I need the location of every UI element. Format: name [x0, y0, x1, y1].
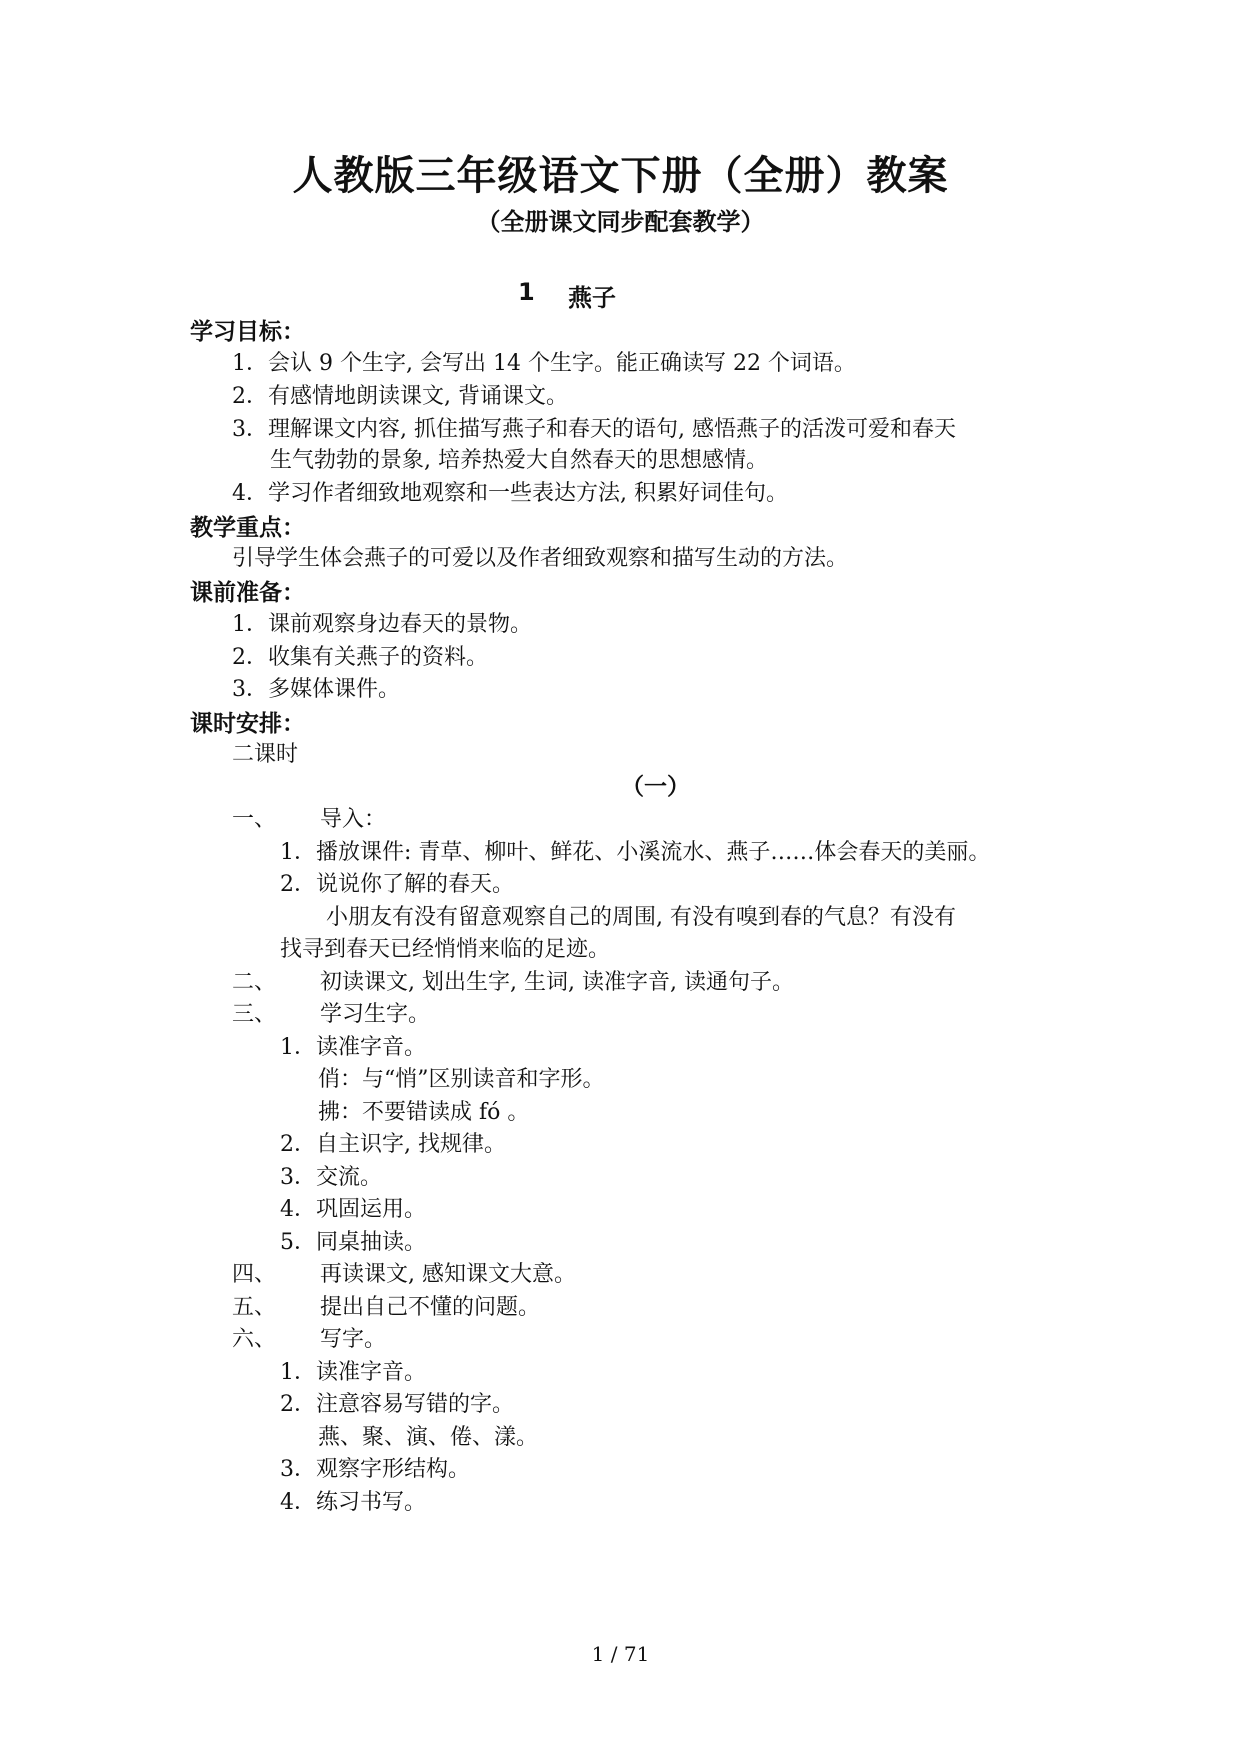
write-note: 燕、聚、演、倦、漾。 — [318, 1425, 539, 1450]
step-number: 五、 — [232, 1295, 277, 1320]
preparation-item: 1．课前观察身边春天的景物。 — [232, 612, 532, 637]
step-text: 导入： — [320, 807, 387, 832]
step-text: 学习生字。 — [320, 1002, 431, 1027]
char-item: 4．巩固运用。 — [280, 1197, 426, 1222]
intro-item: 1．播放课件: 青草、柳叶、鲜花、小溪流水、燕子……体会春天的美丽。 — [280, 840, 991, 865]
objective-item-continued: 生气勃勃的景象, 培养热爱大自然春天的思想感情。 — [270, 448, 768, 473]
write-item: 1．读准字音。 — [280, 1360, 426, 1385]
step-text: 提出自己不懂的问题。 — [320, 1295, 541, 1320]
step-number: 三、 — [232, 1002, 277, 1027]
schedule-heading: 课时安排： — [190, 711, 305, 737]
step-number: 四、 — [232, 1262, 277, 1287]
objective-item: 3．理解课文内容, 抓住描写燕子和春天的语句, 感悟燕子的活泼可爱和春天 — [232, 417, 956, 442]
preparation-item: 3．多媒体课件。 — [232, 677, 400, 702]
intro-item: 2．说说你了解的春天。 — [280, 872, 514, 897]
write-item: 2．注意容易写错的字。 — [280, 1392, 514, 1417]
step-text: 初读课文, 划出生字, 生词, 读准字音, 读通句子。 — [320, 970, 794, 995]
write-item: 4．练习书写。 — [280, 1490, 426, 1515]
section-mark: （一） — [621, 773, 690, 800]
schedule-text: 二课时 — [232, 742, 299, 767]
char-item: 1．读准字音。 — [280, 1035, 426, 1060]
intro-paragraph: 小朋友有没有留意观察自己的周围, 有没有嗅到春的气息？有没有 — [326, 905, 956, 930]
char-item: 5．同桌抽读。 — [280, 1230, 426, 1255]
write-item: 3．观察字形结构。 — [280, 1457, 470, 1482]
key-points-text: 引导学生体会燕子的可爱以及作者细致观察和描写生动的方法。 — [232, 546, 849, 571]
char-item: 2．自主识字, 找规律。 — [280, 1132, 506, 1157]
lesson-heading — [0, 278, 1241, 312]
objective-item: 1．会认 9 个生字, 会写出 14 个生字。能正确读写 22 个词语。 — [232, 351, 856, 376]
objectives-heading: 学习目标： — [190, 319, 305, 345]
document-title: 人教版三年级语文下册（全册）教案 — [292, 153, 949, 199]
objective-item: 2．有感情地朗读课文, 背诵课文。 — [232, 384, 568, 409]
step-text: 再读课文, 感知课文大意。 — [320, 1262, 576, 1287]
step-number: 六、 — [232, 1327, 277, 1352]
key-points-heading: 教学重点： — [190, 515, 305, 541]
document-subtitle: （全册课文同步配套教学） — [476, 208, 765, 236]
lesson-name: 燕子 — [568, 284, 616, 312]
step-text: 写字。 — [320, 1327, 387, 1352]
objective-item: 4．学习作者细致地观察和一些表达方法, 积累好词佳句。 — [232, 481, 788, 506]
char-item: 3．交流。 — [280, 1165, 382, 1190]
intro-paragraph-continued: 找寻到春天已经悄悄来临的足迹。 — [280, 937, 611, 962]
char-note: 俏：与“悄”区别读音和字形。 — [318, 1067, 605, 1092]
page-number: 1 / 71 — [591, 1642, 650, 1666]
preparation-heading: 课前准备： — [190, 580, 305, 606]
preparation-item: 2．收集有关燕子的资料。 — [232, 645, 488, 670]
step-number: 一、 — [232, 807, 277, 832]
char-note: 拂：不要错读成 fó 。 — [318, 1100, 530, 1125]
step-number: 二、 — [232, 970, 277, 995]
lesson-number: 1 — [518, 278, 535, 306]
